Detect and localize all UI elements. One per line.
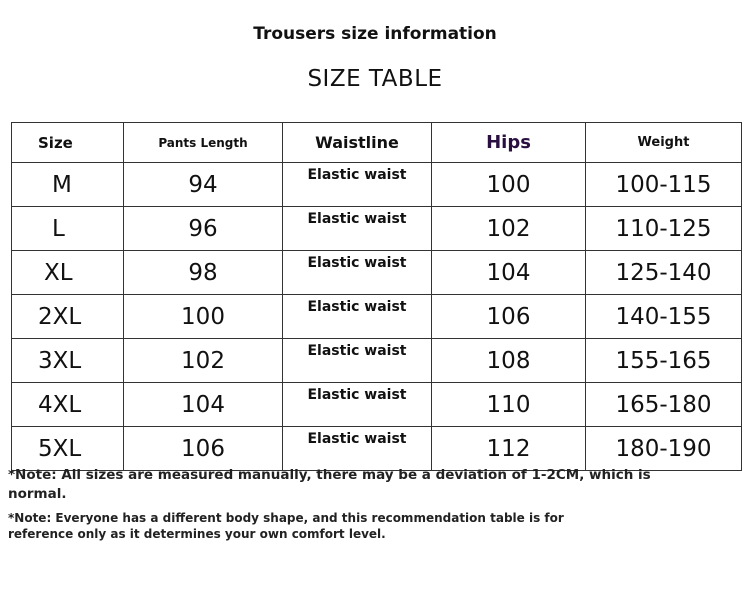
cell-weight: 180-190 [586, 427, 742, 471]
header-pants-length: Pants Length [124, 123, 283, 163]
cell-length: 96 [124, 207, 283, 251]
cell-size: M [12, 163, 124, 207]
page-title: Trousers size information [253, 24, 497, 44]
cell-length: 98 [124, 251, 283, 295]
cell-hips: 106 [432, 295, 586, 339]
cell-size: 4XL [12, 383, 124, 427]
note-body-shape: *Note: Everyone has a different body shape, and this recommendation table is for reference only as it determines your own comfort level. [8, 511, 564, 541]
cell-length: 104 [124, 383, 283, 427]
cell-weight: 165-180 [586, 383, 742, 427]
cell-size: 2XL [12, 295, 124, 339]
table-row [12, 427, 742, 471]
table-row [12, 383, 742, 427]
cell-hips: 102 [432, 207, 586, 251]
cell-hips: 110 [432, 383, 586, 427]
cell-length: 94 [124, 163, 283, 207]
cell-length: 102 [124, 339, 283, 383]
header-hips: Hips [432, 123, 586, 163]
table-row [12, 207, 742, 251]
cell-waist: Elastic waist [283, 251, 432, 295]
cell-size: L [12, 207, 124, 251]
cell-length: 100 [124, 295, 283, 339]
cell-hips: 104 [432, 251, 586, 295]
cell-waist: Elastic waist [283, 339, 432, 383]
header-weight: Weight [586, 123, 742, 163]
table-row [12, 163, 742, 207]
cell-weight: 100-115 [586, 163, 742, 207]
cell-weight: 155-165 [586, 339, 742, 383]
size-table [11, 122, 742, 471]
cell-waist: Elastic waist [283, 163, 432, 207]
table-row [12, 251, 742, 295]
table-row [12, 339, 742, 383]
header-waistline: Waistline [283, 123, 432, 163]
cell-hips: 112 [432, 427, 586, 471]
table-header-row [12, 123, 742, 163]
page-subtitle: SIZE TABLE [307, 66, 443, 92]
cell-size: XL [12, 251, 124, 295]
cell-hips: 108 [432, 339, 586, 383]
cell-size: 5XL [12, 427, 124, 471]
cell-waist: Elastic waist [283, 295, 432, 339]
cell-waist: Elastic waist [283, 383, 432, 427]
cell-weight: 140-155 [586, 295, 742, 339]
note-measurement: *Note: All sizes are measured manually, there may be a deviation of 1-2CM, which is normal. [8, 467, 651, 502]
cell-weight: 110-125 [586, 207, 742, 251]
cell-length: 106 [124, 427, 283, 471]
cell-waist: Elastic waist [283, 427, 432, 471]
header-size: Size [12, 123, 124, 163]
cell-size: 3XL [12, 339, 124, 383]
table-row [12, 295, 742, 339]
cell-waist: Elastic waist [283, 207, 432, 251]
cell-hips: 100 [432, 163, 586, 207]
cell-weight: 125-140 [586, 251, 742, 295]
